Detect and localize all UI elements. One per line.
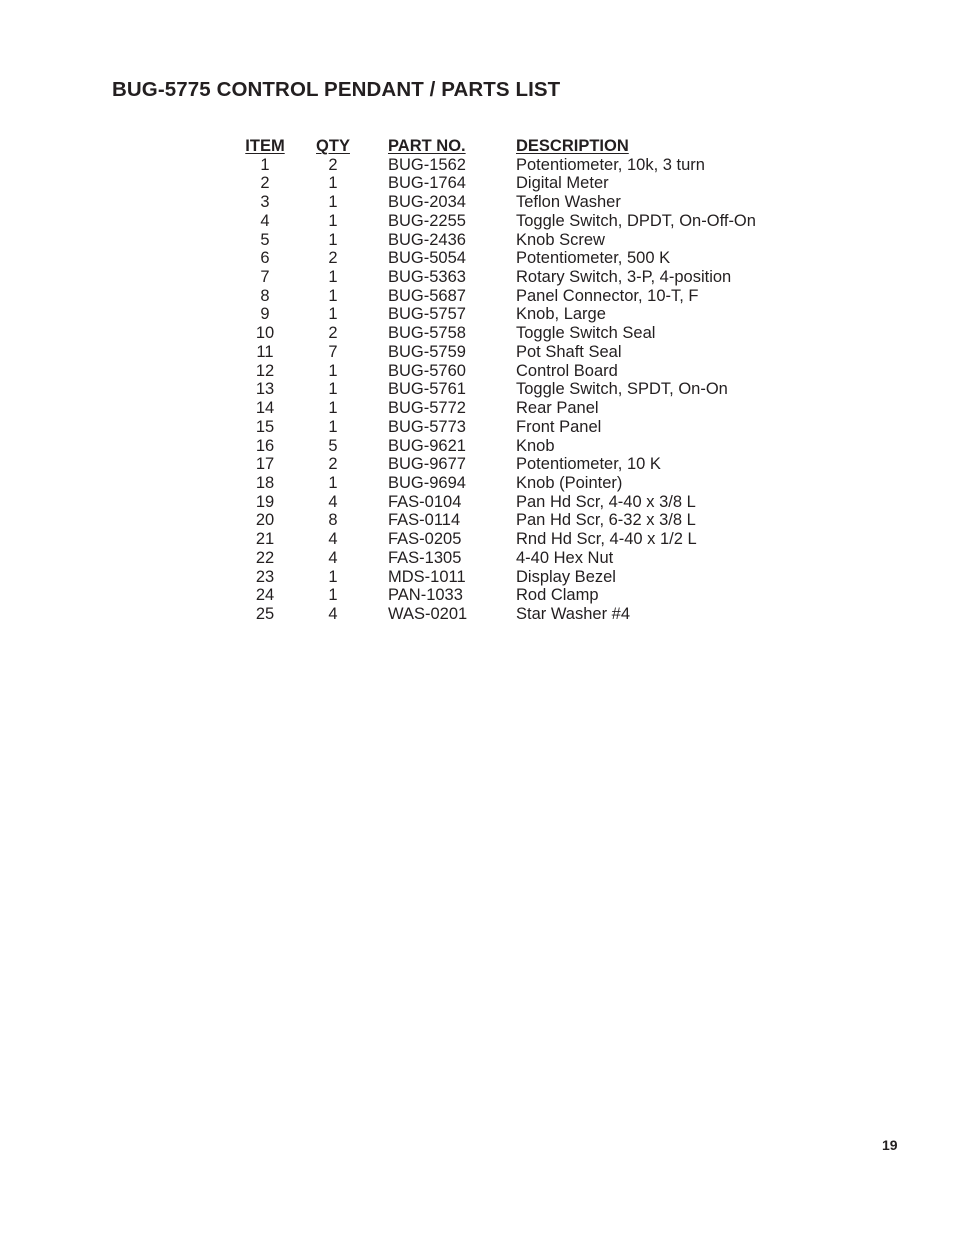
cell-item: 14 bbox=[255, 399, 275, 418]
cell-part-no: BUG-5772 bbox=[388, 399, 466, 418]
cell-item: 21 bbox=[255, 530, 275, 549]
cell-qty: 1 bbox=[328, 305, 338, 324]
header-item: ITEM bbox=[245, 137, 285, 155]
cell-qty: 4 bbox=[328, 492, 338, 511]
cell-description: Toggle Switch Seal bbox=[516, 324, 656, 343]
cell-description: Knob, Large bbox=[516, 305, 606, 324]
cell-item: 8 bbox=[260, 286, 270, 305]
cell-qty: 1 bbox=[328, 174, 338, 193]
page-title: BUG-5775 CONTROL PENDANT / PARTS LIST bbox=[112, 78, 561, 101]
cell-item: 16 bbox=[255, 436, 275, 455]
cell-part-no: FAS-0205 bbox=[388, 530, 462, 549]
cell-item: 6 bbox=[260, 249, 270, 268]
cell-part-no: BUG-5759 bbox=[388, 342, 466, 361]
cell-item: 9 bbox=[260, 305, 270, 324]
cell-part-no: BUG-2034 bbox=[388, 193, 466, 212]
cell-qty: 1 bbox=[328, 211, 338, 230]
cell-part-no: BUG-5760 bbox=[388, 361, 466, 380]
cell-qty: 1 bbox=[328, 361, 338, 380]
cell-part-no: BUG-5758 bbox=[388, 324, 466, 343]
cell-item: 23 bbox=[255, 567, 275, 586]
cell-item: 20 bbox=[255, 511, 275, 530]
cell-part-no: BUG-5773 bbox=[388, 417, 466, 436]
cell-qty: 1 bbox=[328, 417, 338, 436]
cell-description: Knob bbox=[516, 436, 555, 455]
cell-item: 7 bbox=[260, 268, 270, 287]
cell-qty: 1 bbox=[328, 473, 338, 492]
cell-qty: 1 bbox=[328, 380, 338, 399]
cell-part-no: BUG-2255 bbox=[388, 211, 466, 230]
cell-description: Potentiometer, 500 K bbox=[516, 249, 671, 268]
header-part-no: PART NO. bbox=[388, 137, 466, 155]
cell-part-no: FAS-0104 bbox=[388, 492, 462, 511]
cell-item: 4 bbox=[260, 211, 270, 230]
cell-qty: 1 bbox=[328, 230, 338, 249]
cell-item: 11 bbox=[256, 342, 274, 361]
cell-description: Digital Meter bbox=[516, 174, 609, 193]
cell-description: Front Panel bbox=[516, 417, 602, 436]
cell-qty: 4 bbox=[328, 604, 338, 623]
cell-item: 1 bbox=[260, 155, 270, 174]
cell-description: Toggle Switch, SPDT, On-On bbox=[516, 380, 728, 399]
cell-item: 13 bbox=[255, 380, 275, 399]
cell-part-no: BUG-9621 bbox=[388, 436, 466, 455]
cell-description: Knob (Pointer) bbox=[516, 473, 623, 492]
cell-part-no: BUG-5054 bbox=[388, 249, 466, 268]
cell-item: 24 bbox=[255, 586, 275, 605]
cell-description: Rotary Switch, 3-P, 4-position bbox=[516, 268, 732, 287]
cell-part-no: PAN-1033 bbox=[388, 586, 463, 605]
page-number: 19 bbox=[882, 1137, 898, 1153]
cell-description: Pot Shaft Seal bbox=[516, 342, 622, 361]
cell-description: Pan Hd Scr, 6-32 x 3/8 L bbox=[516, 511, 696, 530]
cell-qty: 8 bbox=[328, 511, 338, 530]
cell-part-no: BUG-5757 bbox=[388, 305, 466, 324]
cell-description: Rear Panel bbox=[516, 399, 599, 418]
cell-part-no: BUG-9677 bbox=[388, 455, 466, 474]
cell-item: 10 bbox=[255, 324, 275, 343]
cell-part-no: BUG-5363 bbox=[388, 268, 466, 287]
cell-item: 18 bbox=[255, 473, 275, 492]
cell-item: 2 bbox=[260, 174, 270, 193]
cell-part-no: BUG-5761 bbox=[388, 380, 466, 399]
cell-qty: 1 bbox=[328, 399, 338, 418]
cell-qty: 1 bbox=[328, 286, 338, 305]
cell-item: 5 bbox=[260, 230, 270, 249]
cell-description: Teflon Washer bbox=[516, 193, 621, 212]
cell-qty: 1 bbox=[328, 268, 338, 287]
cell-qty: 1 bbox=[328, 567, 338, 586]
cell-qty: 4 bbox=[328, 548, 338, 567]
cell-part-no: BUG-5687 bbox=[388, 286, 466, 305]
cell-part-no: BUG-2436 bbox=[388, 230, 466, 249]
header-description: DESCRIPTION bbox=[516, 137, 629, 155]
cell-item: 22 bbox=[255, 548, 275, 567]
cell-part-no: FAS-0114 bbox=[388, 511, 461, 530]
cell-part-no: FAS-1305 bbox=[388, 548, 462, 567]
cell-item: 3 bbox=[260, 193, 270, 212]
cell-item: 19 bbox=[255, 492, 275, 511]
cell-description: 4-40 Hex Nut bbox=[516, 548, 614, 567]
cell-description: Star Washer #4 bbox=[516, 604, 631, 623]
cell-item: 17 bbox=[255, 455, 275, 474]
cell-part-no: BUG-1764 bbox=[388, 174, 466, 193]
cell-qty: 1 bbox=[328, 586, 338, 605]
cell-qty: 7 bbox=[328, 342, 338, 361]
header-qty: QTY bbox=[316, 137, 350, 155]
cell-qty: 2 bbox=[328, 455, 338, 474]
cell-description: Rnd Hd Scr, 4-40 x 1/2 L bbox=[516, 530, 697, 549]
cell-description: Toggle Switch, DPDT, On-Off-On bbox=[516, 211, 756, 230]
cell-part-no: BUG-9694 bbox=[388, 473, 466, 492]
cell-qty: 2 bbox=[328, 324, 338, 343]
cell-description: Pan Hd Scr, 4-40 x 3/8 L bbox=[516, 492, 696, 511]
cell-description: Control Board bbox=[516, 361, 618, 380]
cell-description: Potentiometer, 10k, 3 turn bbox=[516, 155, 705, 174]
cell-description: Display Bezel bbox=[516, 567, 616, 586]
cell-description: Rod Clamp bbox=[516, 586, 599, 605]
cell-qty: 1 bbox=[328, 193, 338, 212]
cell-part-no: WAS-0201 bbox=[388, 604, 468, 623]
cell-item: 12 bbox=[255, 361, 275, 380]
cell-qty: 2 bbox=[328, 249, 338, 268]
cell-qty: 4 bbox=[328, 530, 338, 549]
cell-description: Knob Screw bbox=[516, 230, 605, 249]
cell-description: Potentiometer, 10 K bbox=[516, 455, 661, 474]
cell-item: 25 bbox=[255, 604, 275, 623]
cell-part-no: MDS-1011 bbox=[388, 567, 466, 586]
cell-part-no: BUG-1562 bbox=[388, 155, 466, 174]
cell-item: 15 bbox=[255, 417, 275, 436]
cell-qty: 2 bbox=[328, 155, 338, 174]
cell-description: Panel Connector, 10-T, F bbox=[516, 286, 699, 305]
cell-qty: 5 bbox=[328, 436, 338, 455]
